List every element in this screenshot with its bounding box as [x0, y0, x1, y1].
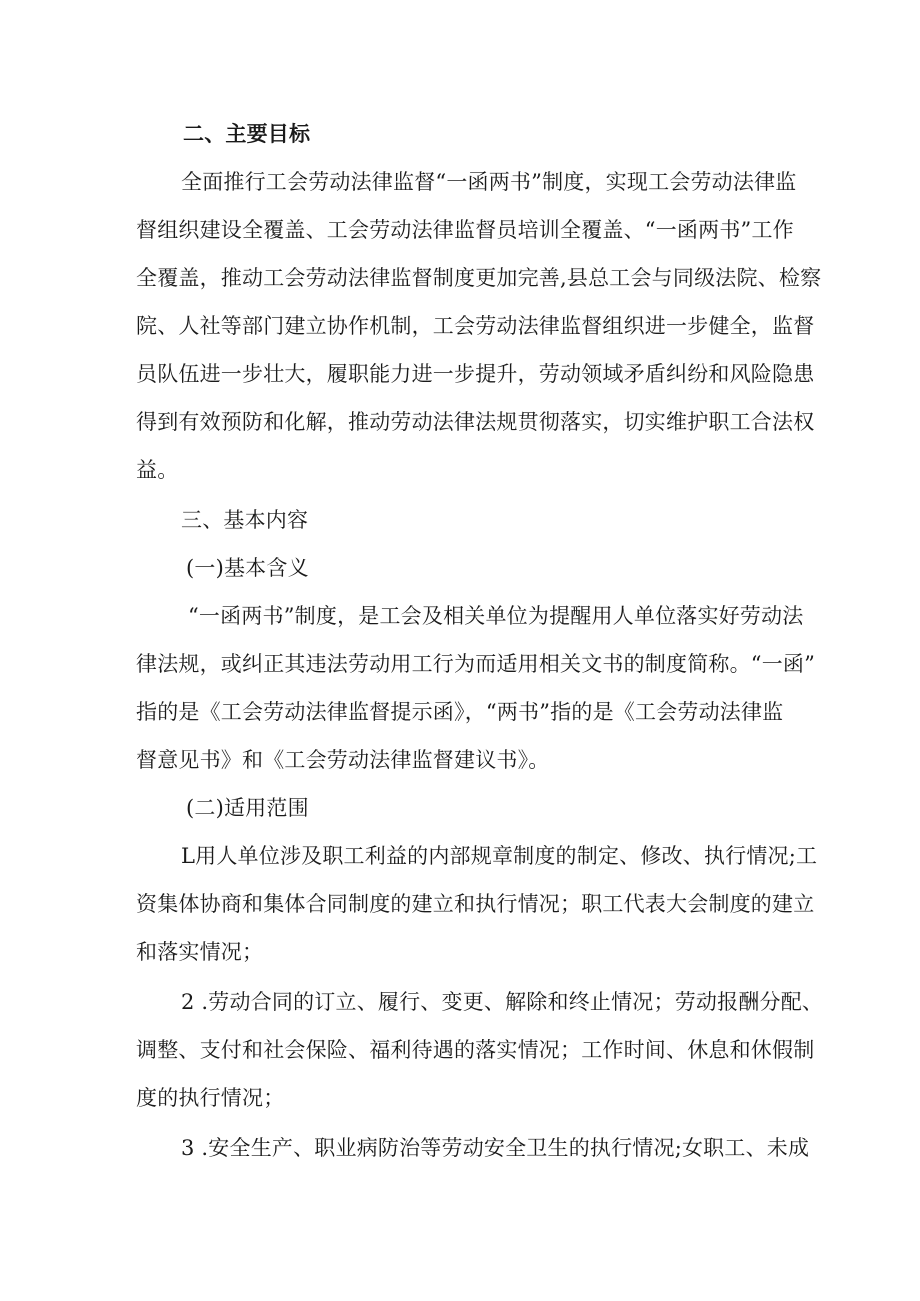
paragraph-line: 全面推行工会劳动法律监督“一函两书”制度，实现工会劳动法律监	[181, 170, 797, 194]
paragraph-line: 督意见书》和《工会劳动法律监督建议书》。	[136, 748, 550, 772]
paragraph-line: 益。	[136, 458, 179, 482]
paragraph-line: 律法规，或纠正其违法劳动用工行为而适用相关文书的制度简称。“一函”	[136, 652, 816, 676]
paragraph-line: L用人单位涉及职工利益的内部规章制度的制定、修改、执行情况;工	[181, 844, 818, 868]
paragraph-line: 员队伍进一步壮大，履职能力进一步提升，劳动领域矛盾纠纷和风险隐患	[136, 362, 815, 386]
paragraph-line: 院、人社等部门建立协作机制，工会劳动法律监督组织进一步健全，监督	[136, 314, 815, 338]
subsection-heading-basic-meaning: (一)基本含义	[186, 556, 309, 580]
paragraph-line: 全覆盖，推动工会劳动法律监督制度更加完善,县总工会与同级法院、检察	[136, 266, 822, 290]
paragraph-line: “一函两书”制度，是工会及相关单位为提醒用人单位落实好劳动法	[188, 604, 804, 628]
paragraph-line: 督组织建设全覆盖、工会劳动法律监督员培训全覆盖、“一函两书”工作	[136, 218, 794, 242]
paragraph-line: 度的执行情况；	[136, 1086, 285, 1110]
paragraph-line: 得到有效预防和化解，推动劳动法律法规贯彻落实，切实维护职工合法权	[136, 410, 815, 434]
paragraph-line: 和落实情况；	[136, 940, 264, 964]
section-heading-basic-content: 三、基本内容	[181, 508, 309, 532]
paragraph-line: 3 .安全生产、职业病防治等劳动安全卫生的执行情况;女职工、未成	[181, 1136, 810, 1160]
section-heading-main-goals: 二、主要目标	[183, 122, 311, 146]
paragraph-line: 资集体协商和集体合同制度的建立和执行情况；职工代表大会制度的建立	[136, 892, 815, 916]
subsection-heading-scope: (二)适用范围	[186, 796, 309, 820]
paragraph-line: 指的是《工会劳动法律监督提示函》，“两书”指的是《工会劳动法律监	[136, 700, 784, 724]
paragraph-line: 调整、支付和社会保险、福利待遇的落实情况；工作时间、休息和休假制	[136, 1038, 815, 1062]
paragraph-line: 2 .劳动合同的订立、履行、变更、解除和终止情况；劳动报酬分配、	[181, 990, 824, 1014]
